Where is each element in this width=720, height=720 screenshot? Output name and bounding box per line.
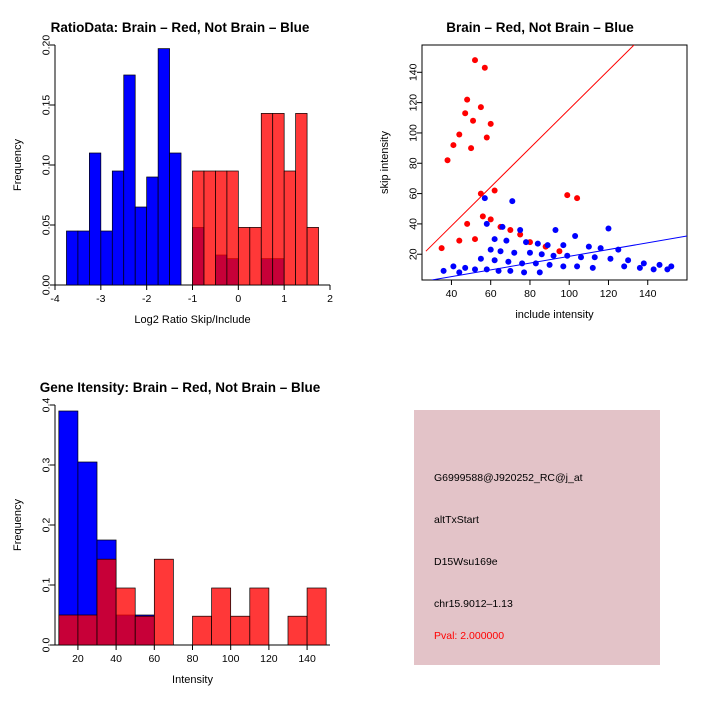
svg-text:1: 1 — [281, 293, 288, 305]
svg-text:20: 20 — [72, 653, 84, 665]
ratio-histogram-panel — [0, 0, 360, 360]
svg-text:60: 60 — [484, 288, 497, 300]
svg-text:-1: -1 — [187, 293, 198, 305]
svg-text:100: 100 — [560, 288, 578, 300]
svg-text:Intensity: Intensity — [172, 674, 213, 686]
svg-text:80: 80 — [524, 288, 536, 300]
svg-text:140: 140 — [638, 288, 657, 300]
svg-text:-4: -4 — [50, 293, 60, 305]
svg-text:100: 100 — [407, 124, 420, 142]
intensity-scatter-plot — [360, 0, 720, 360]
svg-text:0.05: 0.05 — [40, 214, 53, 236]
gene-symbol-text: D15Wsu169e — [434, 556, 498, 568]
svg-text:100: 100 — [221, 653, 240, 665]
svg-text:Log2 Ratio Skip/Include: Log2 Ratio Skip/Include — [134, 314, 251, 326]
svg-text:0: 0 — [235, 293, 242, 305]
svg-text:skip intensity: skip intensity — [379, 131, 391, 194]
svg-text:-3: -3 — [96, 293, 106, 305]
svg-text:40: 40 — [110, 653, 122, 665]
svg-text:40: 40 — [407, 218, 420, 230]
svg-text:0.15: 0.15 — [40, 94, 53, 116]
event-type-text: altTxStart — [434, 514, 479, 526]
svg-text:0.0: 0.0 — [40, 637, 53, 653]
svg-text:Frequency: Frequency — [12, 499, 24, 551]
intensity-scatter-title: Brain – Red, Not Brain – Blue — [446, 20, 634, 35]
svg-text:140: 140 — [407, 63, 420, 82]
svg-text:60: 60 — [148, 653, 161, 665]
svg-text:2: 2 — [327, 293, 333, 305]
ratio-histogram-title: RatioData: Brain – Red, Not Brain – Blue — [50, 20, 310, 35]
svg-text:80: 80 — [407, 157, 420, 170]
svg-text:40: 40 — [445, 288, 458, 300]
svg-text:Frequency: Frequency — [12, 139, 24, 191]
svg-text:120: 120 — [599, 288, 618, 300]
svg-text:120: 120 — [260, 653, 278, 665]
gene-intensity-plot — [0, 360, 360, 720]
ratio-histogram-plot — [0, 0, 360, 360]
svg-text:140: 140 — [298, 653, 316, 665]
svg-text:0.4: 0.4 — [40, 397, 53, 413]
svg-text:include intensity: include intensity — [515, 309, 594, 321]
locus-text: chr15.9012–1.13 — [434, 598, 513, 610]
svg-text:60: 60 — [407, 187, 420, 200]
svg-text:0.10: 0.10 — [40, 154, 53, 176]
svg-text:80: 80 — [186, 653, 199, 665]
pval-text: Pval: 2.000000 — [434, 630, 505, 642]
gene-intensity-title: Gene Itensity: Brain – Red, Not Brain – Blue — [39, 380, 321, 395]
svg-text:-2: -2 — [141, 293, 152, 305]
svg-text:0.3: 0.3 — [40, 457, 53, 473]
svg-text:20: 20 — [407, 248, 420, 261]
gene-info-box — [414, 410, 660, 665]
gene-intensity-panel — [0, 360, 360, 720]
probe-id-text: G6999588@J920252_RC@j_at — [434, 472, 583, 484]
svg-text:120: 120 — [407, 93, 420, 112]
svg-text:0.1: 0.1 — [40, 577, 53, 593]
svg-text:0.2: 0.2 — [40, 517, 53, 533]
svg-text:0.20: 0.20 — [40, 34, 53, 56]
intensity-scatter-panel — [360, 0, 720, 360]
svg-text:0.00: 0.00 — [40, 274, 53, 296]
